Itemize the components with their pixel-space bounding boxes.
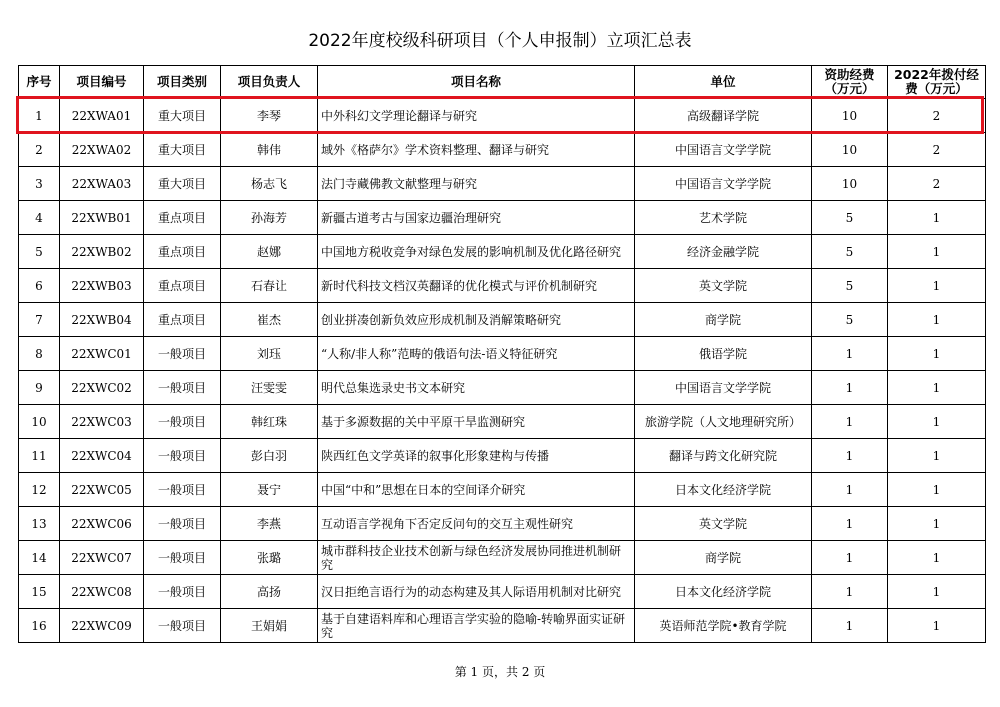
cell-name: 新时代科技文档汉英翻译的优化模式与评价机制研究	[318, 269, 635, 303]
cell-leader: 张璐	[221, 541, 318, 575]
cell-alloc: 1	[888, 405, 986, 439]
cell-unit: 日本文化经济学院	[635, 575, 812, 609]
cell-name: 基于多源数据的关中平原干旱监测研究	[318, 405, 635, 439]
cell-seq: 15	[19, 575, 60, 609]
table-body	[19, 99, 986, 643]
cell-seq: 4	[19, 201, 60, 235]
cell-code: 22XWB02	[60, 235, 144, 269]
cell-code: 22XWC06	[60, 507, 144, 541]
cell-code: 22XWC01	[60, 337, 144, 371]
cell-name: 明代总集选录史书文本研究	[318, 371, 635, 405]
cell-leader: 王娟娟	[221, 609, 318, 643]
cell-alloc: 1	[888, 371, 986, 405]
table-row	[19, 439, 986, 473]
cell-type: 一般项目	[144, 405, 221, 439]
cell-alloc: 2	[888, 133, 986, 167]
cell-code: 22XWA01	[60, 99, 144, 133]
cell-unit: 英语师范学院•教育学院	[635, 609, 812, 643]
table-row	[19, 371, 986, 405]
cell-code: 22XWA02	[60, 133, 144, 167]
cell-fund: 5	[812, 269, 888, 303]
cell-unit: 中国语言文学学院	[635, 371, 812, 405]
cell-type: 一般项目	[144, 575, 221, 609]
cell-alloc: 1	[888, 473, 986, 507]
cell-alloc: 1	[888, 541, 986, 575]
header-name: 项目名称	[318, 66, 635, 99]
cell-leader: 崔杰	[221, 303, 318, 337]
cell-code: 22XWC07	[60, 541, 144, 575]
cell-unit: 俄语学院	[635, 337, 812, 371]
cell-unit: 翻译与跨文化研究院	[635, 439, 812, 473]
cell-seq: 2	[19, 133, 60, 167]
cell-unit: 英文学院	[635, 507, 812, 541]
cell-fund: 1	[812, 473, 888, 507]
cell-unit: 旅游学院（人文地理研究所）	[635, 405, 812, 439]
cell-fund: 10	[812, 167, 888, 201]
cell-leader: 韩伟	[221, 133, 318, 167]
cell-leader: 杨志飞	[221, 167, 318, 201]
cell-seq: 12	[19, 473, 60, 507]
cell-code: 22XWA03	[60, 167, 144, 201]
cell-name: 创业拼凑创新负效应形成机制及消解策略研究	[318, 303, 635, 337]
cell-alloc: 1	[888, 507, 986, 541]
cell-name: 域外《格萨尔》学术资料整理、翻译与研究	[318, 133, 635, 167]
cell-seq: 16	[19, 609, 60, 643]
cell-leader: 刘珏	[221, 337, 318, 371]
cell-type: 重点项目	[144, 269, 221, 303]
header-code: 项目编号	[60, 66, 144, 99]
cell-fund: 1	[812, 439, 888, 473]
cell-fund: 5	[812, 303, 888, 337]
header-alloc: 2022年拨付经费（万元）	[888, 66, 986, 99]
project-table	[18, 65, 986, 643]
cell-alloc: 1	[888, 439, 986, 473]
cell-leader: 赵娜	[221, 235, 318, 269]
cell-type: 重大项目	[144, 133, 221, 167]
cell-seq: 3	[19, 167, 60, 201]
cell-unit: 中国语言文学学院	[635, 133, 812, 167]
header-type: 项目类别	[144, 66, 221, 99]
cell-type: 重点项目	[144, 303, 221, 337]
table-row	[19, 269, 986, 303]
header-unit: 单位	[635, 66, 812, 99]
cell-type: 一般项目	[144, 541, 221, 575]
cell-type: 一般项目	[144, 609, 221, 643]
header-seq: 序号	[19, 66, 60, 99]
cell-unit: 经济金融学院	[635, 235, 812, 269]
cell-type: 一般项目	[144, 337, 221, 371]
cell-leader: 彭白羽	[221, 439, 318, 473]
cell-seq: 11	[19, 439, 60, 473]
cell-code: 22XWC08	[60, 575, 144, 609]
table-row	[19, 575, 986, 609]
table-row	[19, 99, 986, 133]
cell-unit: 中国语言文学学院	[635, 167, 812, 201]
cell-alloc: 1	[888, 303, 986, 337]
cell-seq: 1	[19, 99, 60, 133]
cell-code: 22XWC04	[60, 439, 144, 473]
table-row	[19, 235, 986, 269]
cell-alloc: 1	[888, 201, 986, 235]
page-footer: 第 1 页，共 2 页	[454, 665, 546, 679]
cell-type: 一般项目	[144, 371, 221, 405]
table-row	[19, 541, 986, 575]
cell-code: 22XWB01	[60, 201, 144, 235]
cell-seq: 8	[19, 337, 60, 371]
table-row	[19, 609, 986, 643]
cell-fund: 1	[812, 609, 888, 643]
cell-code: 22XWC03	[60, 405, 144, 439]
cell-seq: 5	[19, 235, 60, 269]
page-title: 2022年度校级科研项目（个人申报制）立项汇总表	[308, 31, 692, 51]
table-row	[19, 201, 986, 235]
cell-leader: 李琴	[221, 99, 318, 133]
cell-leader: 孙海芳	[221, 201, 318, 235]
cell-code: 22XWB04	[60, 303, 144, 337]
cell-fund: 1	[812, 575, 888, 609]
cell-type: 重点项目	[144, 235, 221, 269]
table-row	[19, 337, 986, 371]
cell-fund: 1	[812, 337, 888, 371]
cell-type: 重大项目	[144, 167, 221, 201]
cell-name: 基于自建语料库和心理语言学实验的隐喻-转喻界面实证研究	[318, 609, 635, 643]
cell-name: 中外科幻文学理论翻译与研究	[318, 99, 635, 133]
cell-name: 法门寺藏佛教文献整理与研究	[318, 167, 635, 201]
header-leader: 项目负责人	[221, 66, 318, 99]
cell-leader: 汪雯雯	[221, 371, 318, 405]
table-row	[19, 303, 986, 337]
cell-leader: 李燕	[221, 507, 318, 541]
table-row	[19, 473, 986, 507]
cell-unit: 日本文化经济学院	[635, 473, 812, 507]
cell-name: 城市群科技企业技术创新与绿色经济发展协同推进机制研究	[318, 541, 635, 575]
cell-unit: 商学院	[635, 303, 812, 337]
cell-alloc: 2	[888, 167, 986, 201]
cell-unit: 商学院	[635, 541, 812, 575]
cell-type: 重大项目	[144, 99, 221, 133]
cell-name: 互动语言学视角下否定反问句的交互主观性研究	[318, 507, 635, 541]
cell-leader: 石春让	[221, 269, 318, 303]
cell-fund: 10	[812, 99, 888, 133]
cell-fund: 5	[812, 201, 888, 235]
cell-seq: 13	[19, 507, 60, 541]
cell-unit: 高级翻译学院	[635, 99, 812, 133]
cell-alloc: 1	[888, 337, 986, 371]
cell-seq: 7	[19, 303, 60, 337]
table-row	[19, 405, 986, 439]
cell-name: 汉日拒绝言语行为的动态构建及其人际语用机制对比研究	[318, 575, 635, 609]
cell-alloc: 1	[888, 235, 986, 269]
cell-alloc: 1	[888, 269, 986, 303]
cell-code: 22XWC09	[60, 609, 144, 643]
header-fund: 资助经费（万元）	[812, 66, 888, 99]
cell-name: 陕西红色文学英译的叙事化形象建构与传播	[318, 439, 635, 473]
cell-fund: 1	[812, 405, 888, 439]
cell-unit: 艺术学院	[635, 201, 812, 235]
cell-fund: 5	[812, 235, 888, 269]
cell-leader: 聂宁	[221, 473, 318, 507]
cell-fund: 1	[812, 371, 888, 405]
cell-code: 22XWC02	[60, 371, 144, 405]
cell-name: 中国地方税收竞争对绿色发展的影响机制及优化路径研究	[318, 235, 635, 269]
cell-code: 22XWB03	[60, 269, 144, 303]
cell-type: 一般项目	[144, 473, 221, 507]
cell-code: 22XWC05	[60, 473, 144, 507]
cell-seq: 6	[19, 269, 60, 303]
cell-fund: 1	[812, 507, 888, 541]
cell-fund: 10	[812, 133, 888, 167]
cell-alloc: 2	[888, 99, 986, 133]
cell-alloc: 1	[888, 575, 986, 609]
cell-seq: 10	[19, 405, 60, 439]
table-row	[19, 133, 986, 167]
cell-type: 重点项目	[144, 201, 221, 235]
cell-leader: 高扬	[221, 575, 318, 609]
table-row	[19, 167, 986, 201]
cell-alloc: 1	[888, 609, 986, 643]
cell-fund: 1	[812, 541, 888, 575]
cell-name: “人称/非人称”范畴的俄语句法-语义特征研究	[318, 337, 635, 371]
cell-type: 一般项目	[144, 439, 221, 473]
cell-seq: 9	[19, 371, 60, 405]
cell-seq: 14	[19, 541, 60, 575]
cell-name: 新疆古道考古与国家边疆治理研究	[318, 201, 635, 235]
table-row	[19, 507, 986, 541]
cell-leader: 韩红珠	[221, 405, 318, 439]
cell-type: 一般项目	[144, 507, 221, 541]
header-row	[19, 66, 986, 99]
cell-name: 中国“中和”思想在日本的空间译介研究	[318, 473, 635, 507]
cell-unit: 英文学院	[635, 269, 812, 303]
